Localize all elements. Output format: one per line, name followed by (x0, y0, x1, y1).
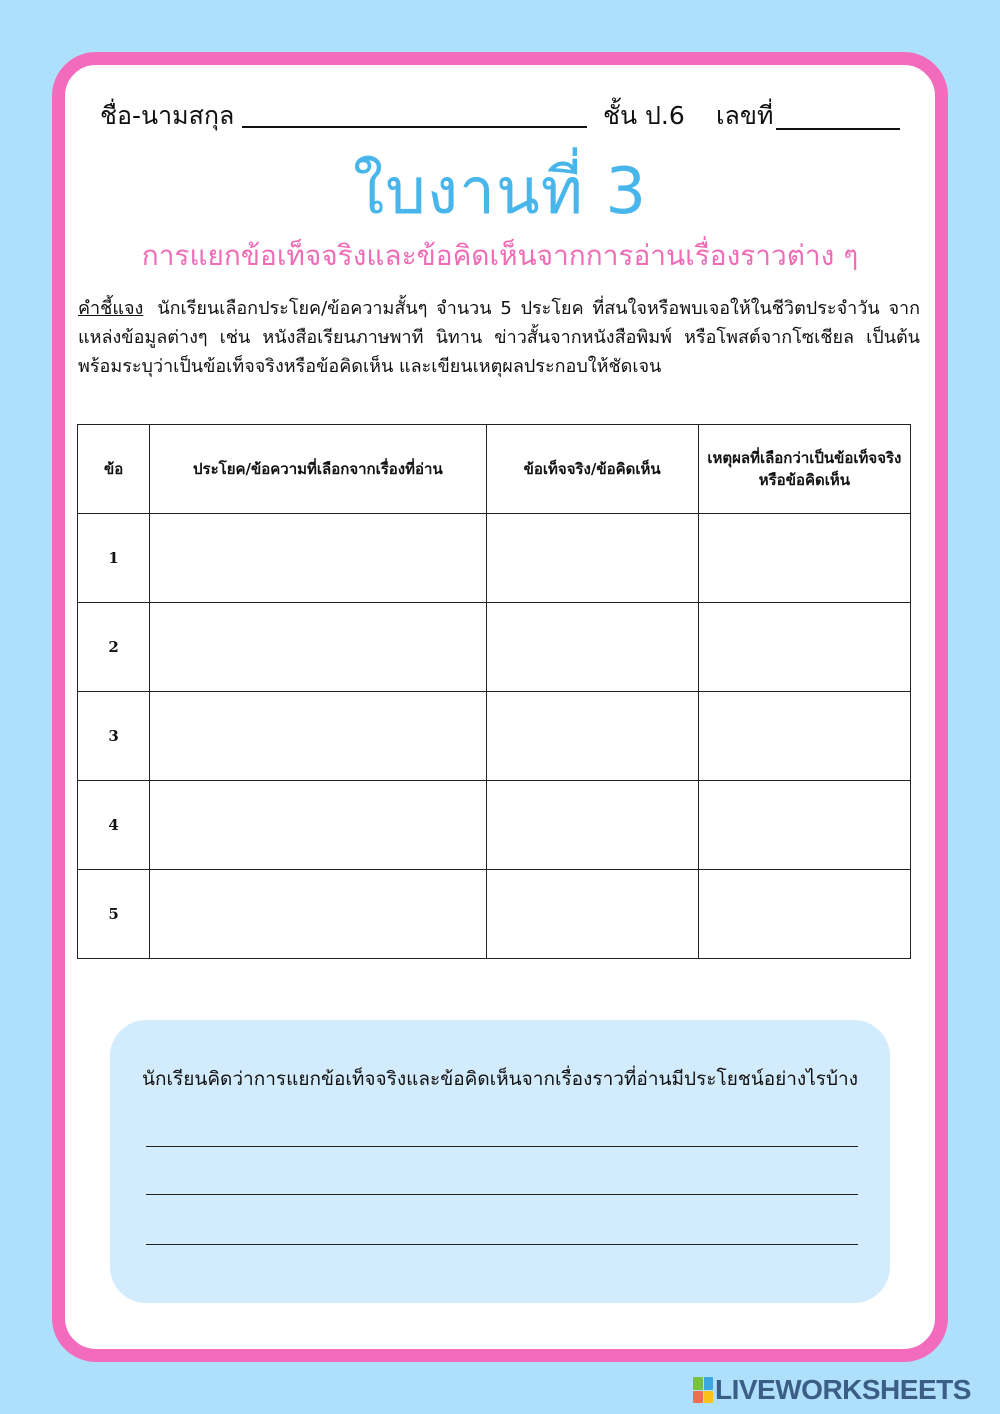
sentence-cell[interactable] (150, 603, 486, 692)
sentence-cell[interactable] (150, 870, 486, 959)
fact-opinion-cell[interactable] (486, 514, 698, 603)
table-row (78, 870, 911, 959)
answer-table (77, 424, 911, 959)
worksheet-subtitle: การแยกข้อเท็จจริงและข้อคิดเห็นจากการอ่านเรื่องราวต่าง ๆ (141, 239, 859, 272)
reflection-question: นักเรียนคิดว่าการแยกข้อเท็จจริงและข้อคิดเห็นจากเรื่องราวที่อ่านมีประโยชน์อย่างไรบ้าง (142, 1068, 858, 1090)
table-row (78, 692, 911, 781)
header-sentence: ประโยค/ข้อความที่เลือกจากเรื่องที่อ่าน (150, 425, 486, 514)
row-number: 1 (78, 514, 150, 603)
number-label: เลขที่ (716, 101, 774, 130)
reason-cell[interactable] (698, 870, 910, 959)
logo-tile (704, 1391, 714, 1404)
instructions-label: คำชี้แจง (78, 298, 144, 319)
sentence-cell[interactable] (150, 692, 486, 781)
student-info-line (100, 96, 900, 136)
sentence-cell[interactable] (150, 781, 486, 870)
header-no: ข้อ (78, 425, 150, 514)
fact-opinion-cell[interactable] (486, 692, 698, 781)
reason-cell[interactable] (698, 781, 910, 870)
fact-opinion-cell[interactable] (486, 870, 698, 959)
sentence-cell[interactable] (150, 514, 486, 603)
name-blank[interactable] (242, 126, 587, 128)
reason-cell[interactable] (698, 603, 910, 692)
worksheet-title: ใบงานที่ 3 (352, 155, 648, 229)
logo-tile (704, 1377, 714, 1390)
number-blank[interactable] (776, 128, 900, 130)
logo-tile (693, 1377, 703, 1390)
liveworksheets-logo-icon (693, 1377, 713, 1403)
table-row (78, 603, 911, 692)
name-label: ชื่อ-นามสกุล (100, 101, 235, 130)
row-number: 2 (78, 603, 150, 692)
reason-cell[interactable] (698, 692, 910, 781)
answer-line-3[interactable] (146, 1244, 858, 1245)
logo-tile (693, 1391, 703, 1404)
row-number: 3 (78, 692, 150, 781)
instructions (78, 294, 920, 381)
table-row (78, 781, 911, 870)
fact-opinion-cell[interactable] (486, 781, 698, 870)
brand-text: LIVEWORKSHEETS (715, 1374, 971, 1405)
table-row (78, 514, 911, 603)
row-number: 5 (78, 870, 150, 959)
answer-line-2[interactable] (146, 1194, 858, 1195)
header-reason: เหตุผลที่เลือกว่าเป็นข้อเท็จจริงหรือข้อคิดเห็น (698, 425, 910, 514)
row-number: 4 (78, 781, 150, 870)
liveworksheets-brand (693, 1372, 971, 1408)
header-fact-opinion: ข้อเท็จจริง/ข้อคิดเห็น (486, 425, 698, 514)
reflection-box (110, 1020, 890, 1303)
answer-line-1[interactable] (146, 1146, 858, 1147)
class-label: ชั้น ป.6 (603, 101, 685, 130)
table-header-row (78, 425, 911, 514)
reason-cell[interactable] (698, 514, 910, 603)
fact-opinion-cell[interactable] (486, 603, 698, 692)
instructions-text: นักเรียนเลือกประโยค/ข้อความสั้นๆ จำนวน 5 ประโยค ที่สนใจหรือพบเจอให้ในชีวิตประจำวัน จากแหล่งข้อมูลต่างๆ เช่น หนังสือเรียนภาษพาที นิทาน ข่าวสั้นจากหนังสือพิมพ์ หรือโพสต์จากโซเชียล เป็นต้น พร้อมระบุว่าเป็นข้อเท็จจริงหรือข้อคิดเห็น และเขียนเหตุผลประกอบให้ชัดเจน (78, 298, 920, 377)
